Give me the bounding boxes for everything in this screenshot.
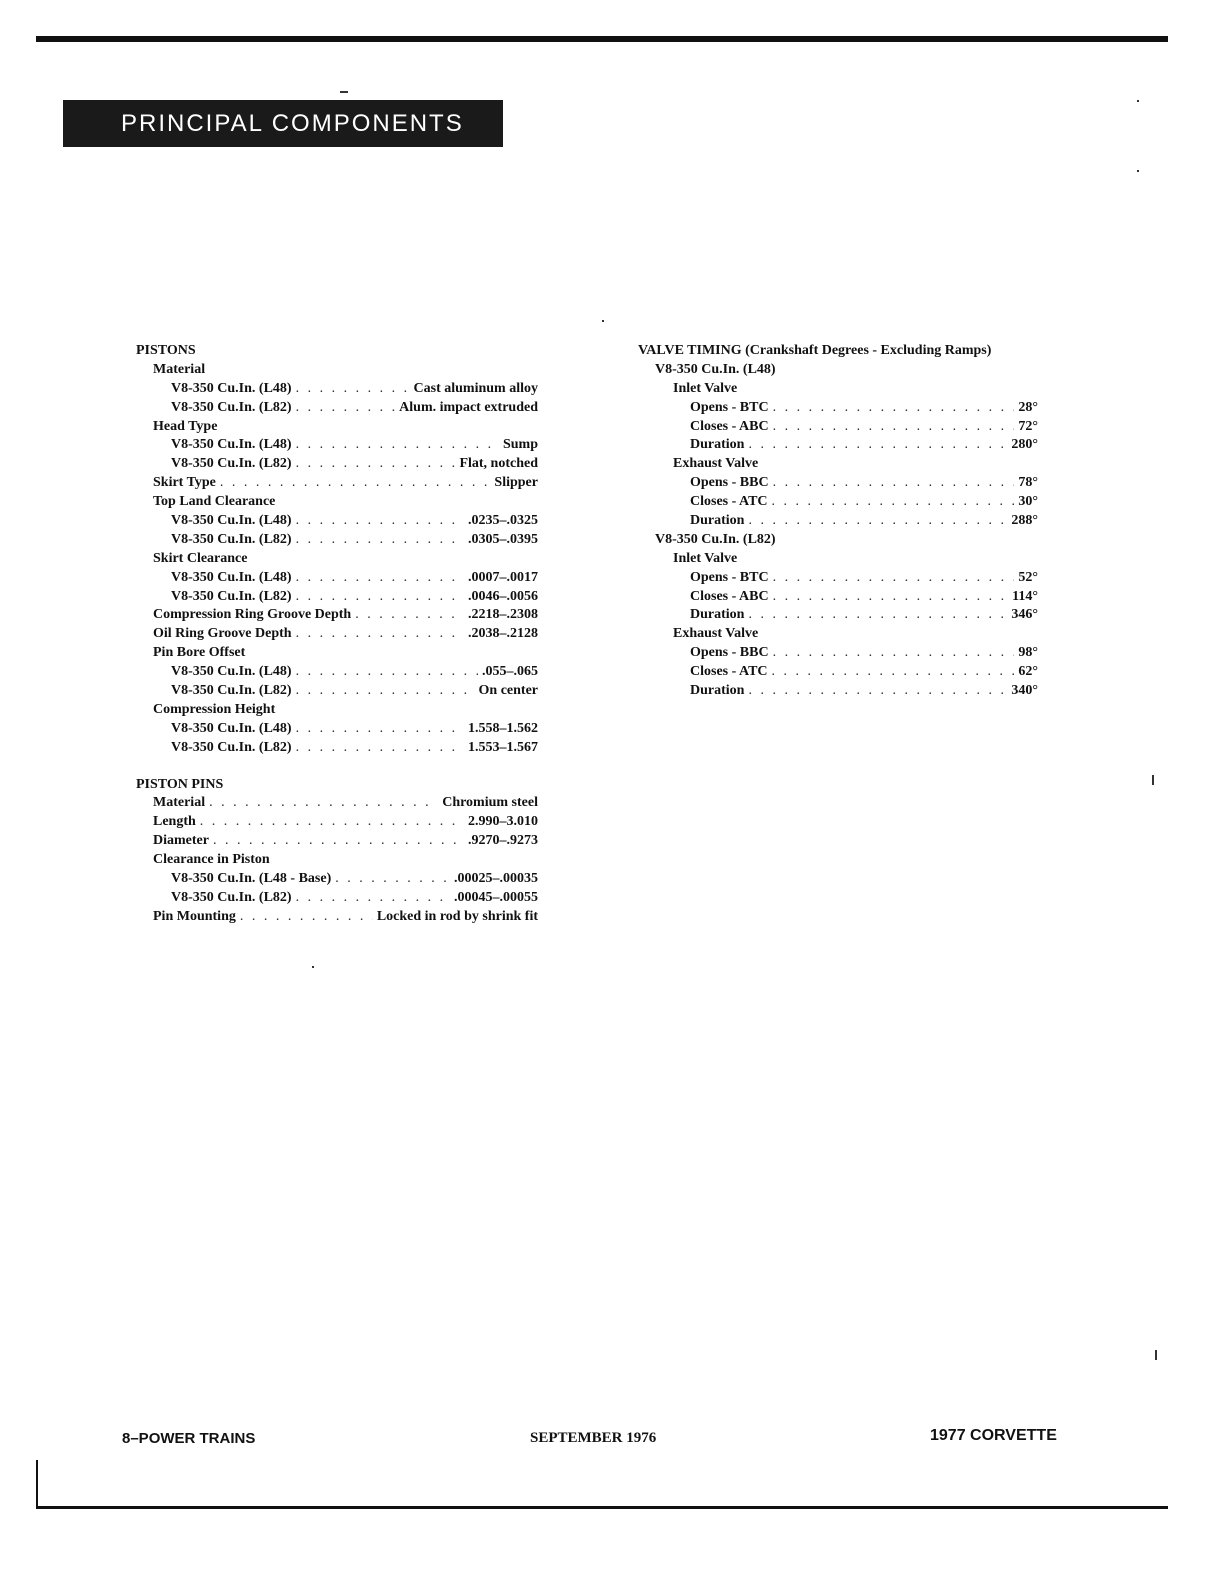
dot-leader bbox=[748, 682, 1007, 701]
dot-leader bbox=[296, 663, 478, 682]
dot-leader bbox=[748, 512, 1007, 531]
dot-leader bbox=[335, 870, 450, 889]
scan-speck bbox=[1152, 775, 1154, 785]
spec-label: Skirt Clearance bbox=[153, 550, 248, 566]
spec-label: Exhaust Valve bbox=[673, 456, 759, 472]
dot-leader bbox=[773, 474, 1015, 493]
spec-row bbox=[638, 663, 1038, 682]
spec-row bbox=[136, 739, 538, 758]
dot-leader bbox=[296, 531, 464, 550]
spec-label: Opens - BTC bbox=[690, 569, 769, 585]
spec-row bbox=[638, 361, 1038, 380]
dot-leader bbox=[773, 399, 1015, 418]
spec-label: Opens - BBC bbox=[690, 475, 769, 491]
spec-row bbox=[136, 399, 538, 418]
spec-label: Diameter bbox=[153, 833, 209, 849]
footer-model: 1977 CORVETTE bbox=[930, 1427, 1057, 1444]
dot-leader bbox=[296, 380, 410, 399]
spec-row bbox=[136, 512, 538, 531]
spec-row bbox=[638, 569, 1038, 588]
dot-leader bbox=[772, 493, 1015, 512]
spec-value: .00045–.00055 bbox=[454, 889, 538, 905]
spec-row bbox=[136, 606, 538, 625]
spec-value: 1.558–1.562 bbox=[468, 720, 538, 736]
spec-value: Flat, notched bbox=[459, 456, 538, 472]
spec-label: PISTONS bbox=[136, 343, 196, 358]
spec-row bbox=[638, 493, 1038, 512]
spec-label: Closes - ATC bbox=[690, 494, 768, 510]
spec-row bbox=[136, 851, 538, 870]
valve-timing-column bbox=[638, 342, 1038, 701]
spec-label: Material bbox=[153, 795, 206, 811]
spec-row bbox=[638, 606, 1038, 625]
spec-row bbox=[136, 493, 538, 512]
spec-row bbox=[136, 870, 538, 889]
spec-value: 114° bbox=[1012, 588, 1038, 604]
spec-row bbox=[638, 550, 1038, 569]
dot-leader bbox=[240, 908, 373, 927]
section-heading bbox=[136, 342, 538, 361]
footer-section: 8–POWER TRAINS bbox=[122, 1430, 256, 1447]
spec-label: V8-350 Cu.In. (L48) bbox=[171, 720, 292, 736]
dot-leader bbox=[296, 512, 464, 531]
spec-label: V8-350 Cu.In. (L48) bbox=[171, 380, 292, 396]
spec-row bbox=[136, 813, 538, 832]
dot-leader bbox=[296, 720, 464, 739]
dot-leader bbox=[296, 889, 450, 908]
spec-row bbox=[136, 455, 538, 474]
section-heading bbox=[638, 342, 1038, 361]
dot-leader bbox=[355, 606, 464, 625]
dot-leader bbox=[296, 682, 475, 701]
scan-speck bbox=[340, 91, 348, 93]
spec-value: 28° bbox=[1018, 399, 1038, 415]
spec-value: 72° bbox=[1018, 418, 1038, 434]
spec-label: Pin Mounting bbox=[153, 908, 236, 924]
spec-value: Alum. impact extruded bbox=[399, 399, 538, 415]
spec-label: V8-350 Cu.In. (L82) bbox=[171, 399, 292, 415]
spec-row bbox=[136, 832, 538, 851]
spec-row bbox=[136, 889, 538, 908]
spec-value: 62° bbox=[1018, 664, 1038, 680]
spec-label: Closes - ATC bbox=[690, 664, 768, 680]
spec-value: 340° bbox=[1011, 683, 1038, 699]
spec-label: Pin Bore Offset bbox=[153, 645, 246, 661]
scan-speck bbox=[602, 320, 604, 322]
footer-date: SEPTEMBER 1976 bbox=[530, 1430, 657, 1446]
section-heading bbox=[136, 776, 538, 795]
spec-label: Compression Height bbox=[153, 701, 276, 717]
spec-value: 288° bbox=[1011, 513, 1038, 529]
spec-value: 346° bbox=[1011, 607, 1038, 623]
spec-label: Length bbox=[153, 814, 196, 830]
spec-row bbox=[638, 399, 1038, 418]
spec-row bbox=[638, 682, 1038, 701]
spec-value: .2218–.2308 bbox=[468, 607, 538, 623]
dot-leader bbox=[296, 588, 464, 607]
dot-leader bbox=[772, 663, 1015, 682]
spec-row bbox=[136, 361, 538, 380]
spec-row bbox=[638, 436, 1038, 455]
spec-value: .9270–.9273 bbox=[468, 833, 538, 849]
spec-value: 1.553–1.567 bbox=[468, 739, 538, 755]
spec-label: V8-350 Cu.In. (L48) bbox=[171, 569, 292, 585]
spec-row bbox=[136, 701, 538, 720]
dot-leader bbox=[209, 794, 438, 813]
spec-row bbox=[136, 474, 538, 493]
spec-row bbox=[136, 531, 538, 550]
spec-row bbox=[136, 682, 538, 701]
spec-label: V8-350 Cu.In. (L82) bbox=[171, 683, 292, 699]
page-title-banner: PRINCIPAL COMPONENTS bbox=[63, 100, 503, 147]
spec-label: V8-350 Cu.In. (L48) bbox=[171, 664, 292, 680]
crop-mark bbox=[36, 1460, 38, 1508]
spec-label: V8-350 Cu.In. (L82) bbox=[171, 456, 292, 472]
spec-row bbox=[638, 625, 1038, 644]
spec-row bbox=[638, 474, 1038, 493]
spec-row bbox=[638, 531, 1038, 550]
spec-row bbox=[136, 663, 538, 682]
spec-row bbox=[136, 720, 538, 739]
spec-label: PISTON PINS bbox=[136, 776, 224, 792]
dot-leader bbox=[748, 436, 1007, 455]
spec-label: V8-350 Cu.In. (L82) bbox=[171, 739, 292, 755]
spec-value: .0235–.0325 bbox=[468, 513, 538, 529]
dot-leader bbox=[296, 625, 464, 644]
dot-leader bbox=[296, 569, 464, 588]
dot-leader bbox=[213, 832, 464, 851]
scan-speck bbox=[1137, 170, 1139, 172]
spec-label: Opens - BTC bbox=[690, 399, 769, 415]
spec-label: Head Type bbox=[153, 418, 218, 434]
dot-leader bbox=[296, 455, 456, 474]
spec-label: VALVE TIMING (Crankshaft Degrees - Excluding Ramps) bbox=[638, 343, 992, 358]
spec-label: Inlet Valve bbox=[673, 550, 738, 566]
spec-value: 98° bbox=[1018, 645, 1038, 661]
spec-row bbox=[638, 588, 1038, 607]
spec-label: Top Land Clearance bbox=[153, 494, 276, 510]
section-gap bbox=[136, 758, 538, 776]
spec-row bbox=[136, 625, 538, 644]
pistons-specs-column bbox=[136, 342, 538, 927]
spec-value: On center bbox=[478, 683, 538, 699]
spec-label: V8-350 Cu.In. (L82) bbox=[171, 531, 292, 547]
spec-row bbox=[136, 436, 538, 455]
spec-row bbox=[638, 380, 1038, 399]
spec-value: .00025–.00035 bbox=[454, 871, 538, 887]
spec-label: Inlet Valve bbox=[673, 380, 738, 396]
spec-value: 78° bbox=[1018, 475, 1038, 491]
spec-label: V8-350 Cu.In. (L48) bbox=[171, 437, 292, 453]
spec-row bbox=[638, 455, 1038, 474]
spec-value: 52° bbox=[1018, 569, 1038, 585]
spec-value: .055–.065 bbox=[482, 664, 538, 680]
spec-row bbox=[638, 512, 1038, 531]
spec-label: V8-350 Cu.In. (L82) bbox=[655, 531, 776, 547]
spec-label: Compression Ring Groove Depth bbox=[153, 607, 352, 623]
spec-label: Duration bbox=[690, 513, 745, 529]
spec-label: Duration bbox=[690, 607, 745, 623]
scan-speck bbox=[1155, 1350, 1157, 1360]
spec-label: V8-350 Cu.In. (L48 - Base) bbox=[171, 871, 332, 887]
spec-row bbox=[136, 644, 538, 663]
spec-label: Material bbox=[153, 361, 206, 377]
dot-leader bbox=[200, 813, 464, 832]
spec-label: V8-350 Cu.In. (L82) bbox=[171, 889, 292, 905]
dot-leader bbox=[296, 399, 396, 418]
spec-value: .0007–.0017 bbox=[468, 569, 538, 585]
spec-label: V8-350 Cu.In. (L48) bbox=[171, 513, 292, 529]
spec-label: V8-350 Cu.In. (L48) bbox=[655, 361, 776, 377]
dot-leader bbox=[773, 588, 1009, 607]
dot-leader bbox=[220, 474, 491, 493]
spec-row bbox=[136, 380, 538, 399]
spec-label: Exhaust Valve bbox=[673, 626, 759, 642]
spec-label: Skirt Type bbox=[153, 475, 216, 491]
dot-leader bbox=[773, 418, 1015, 437]
spec-value: 280° bbox=[1011, 437, 1038, 453]
spec-row bbox=[638, 418, 1038, 437]
spec-value: 30° bbox=[1018, 494, 1038, 510]
spec-row bbox=[136, 908, 538, 927]
spec-row bbox=[136, 794, 538, 813]
spec-value: .0305–.0395 bbox=[468, 531, 538, 547]
spec-label: Clearance in Piston bbox=[153, 852, 270, 868]
spec-label: Duration bbox=[690, 683, 745, 699]
top-rule bbox=[36, 36, 1168, 42]
spec-row bbox=[136, 588, 538, 607]
scan-speck bbox=[1137, 100, 1139, 102]
spec-row bbox=[136, 569, 538, 588]
spec-row bbox=[136, 418, 538, 437]
spec-value: Chromium steel bbox=[442, 795, 538, 811]
spec-row bbox=[638, 644, 1038, 663]
dot-leader bbox=[748, 606, 1007, 625]
spec-row bbox=[136, 550, 538, 569]
spec-label: Closes - ABC bbox=[690, 418, 769, 434]
spec-label: V8-350 Cu.In. (L82) bbox=[171, 588, 292, 604]
spec-value: Sump bbox=[502, 437, 538, 453]
spec-value: Cast aluminum alloy bbox=[413, 380, 538, 396]
spec-label: Oil Ring Groove Depth bbox=[153, 626, 292, 642]
dot-leader bbox=[773, 569, 1015, 588]
scan-speck bbox=[312, 966, 314, 968]
spec-label: Duration bbox=[690, 437, 745, 453]
spec-value: Locked in rod by shrink fit bbox=[376, 908, 538, 924]
dot-leader bbox=[773, 644, 1015, 663]
spec-label: Opens - BBC bbox=[690, 645, 769, 661]
dot-leader bbox=[296, 739, 464, 758]
spec-value: .2038–.2128 bbox=[468, 626, 538, 642]
spec-value: 2.990–3.010 bbox=[468, 814, 538, 830]
spec-label: Closes - ABC bbox=[690, 588, 769, 604]
spec-value: .0046–.0056 bbox=[468, 588, 538, 604]
dot-leader bbox=[296, 436, 499, 455]
bottom-rule bbox=[36, 1506, 1168, 1509]
spec-value: Slipper bbox=[494, 475, 538, 491]
